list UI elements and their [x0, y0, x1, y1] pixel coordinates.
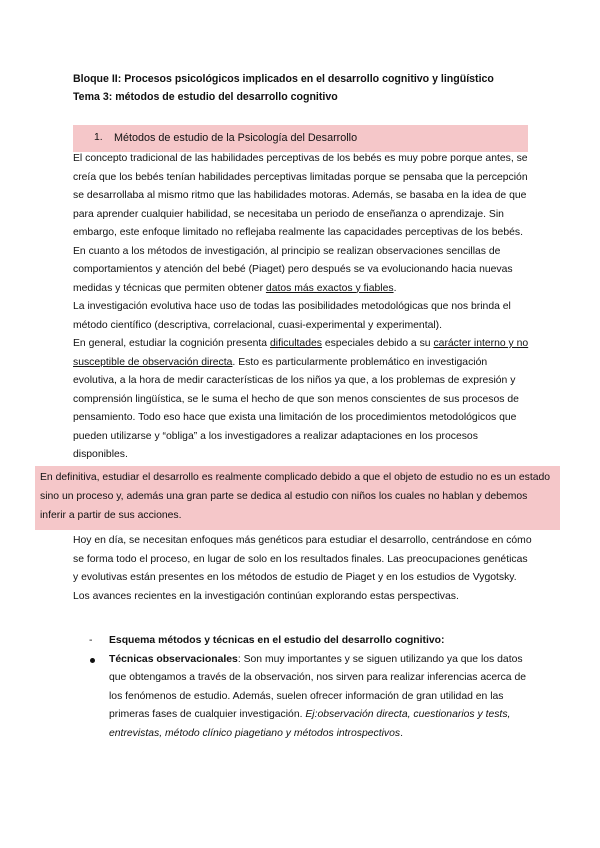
list-heading: Esquema métodos y técnicas en el estudio del desarrollo cognitivo: [109, 635, 445, 646]
paragraph-genetic-approach: Hoy en día, se necesitan enfoques más genéticos para estudiar el desarrollo, centrándose en cómo se forma todo el proceso, en lugar de solo en los resultados finales. Las preocupaciones genéticas y evolutivas están presentes en los métodos de estudio de Piaget y en los estudios de Vygotsky. Los avances recientes en la investigación continúan explorando estas perspectivas. [73, 535, 532, 602]
highlighted-summary [35, 466, 560, 530]
dash-marker: - [89, 635, 93, 646]
section-number: 1. [94, 132, 103, 144]
list-item-label: Técnicas observacionales [109, 653, 238, 665]
underlined-phrase: datos más exactos y fiables [265, 282, 394, 294]
underlined-phrase: carácter interno y no susceptible de observación directa [73, 338, 529, 368]
paragraph-scientific-method: La investigación evolutiva hace uso de todas las posibilidades metodológicas que nos brinda el método científico (descriptiva, correlacional, cuasi-experimental y experimental). [73, 301, 511, 331]
underlined-phrase: dificultades [269, 338, 322, 349]
section-heading [73, 125, 528, 152]
paragraph-methods: En cuanto a los métodos de investigación, al principio se realizan observaciones sencillas de comportamientos y atención del bebé (Piaget) pero después se va evolucionando hacia nuevas medidas y técnicas que permiten obtener datos más exactos y fiables. [73, 245, 513, 294]
examples-text: Ej:observación directa, cuestionarios y tests, entrevistas, método clínico piagetiano y métodos introspectivos [109, 709, 511, 739]
block-title: Bloque II: Procesos psicológicos implicados en el desarrollo cognitivo y lingüístico [73, 73, 494, 85]
body-text-block-2 [73, 532, 533, 606]
paragraph-perception: El concepto tradicional de las habilidades perceptivas de los bebés es muy pobre porque antes, se creía que los bebés tenían habilidades perceptivas limitadas porque se pensaba que la percepción se desarrollaba al mismo ritmo que las habilidades motoras. Además, se basaba en la idea de que para aprender cualquier habilidad, se necesitaba un periodo de enseñanza o aprendizaje. Sin embargo, este enfoque limitado no reflejaba realmente las capacidades perceptivas de los bebés. [73, 153, 528, 238]
document-header [73, 70, 573, 106]
topic-title: Tema 3: métodos de estudio del desarrollo cognitivo [73, 91, 338, 103]
methods-list [89, 632, 529, 743]
bullet-icon [90, 658, 95, 663]
summary-text: En definitiva, estudiar el desarrollo es realmente complicado debido a que el objeto de estudio no es un estado sino un proceso y, además una gran parte se dedica al estudio con niños los cuales no hablan y debemos inferir a partir de sus acciones. [40, 472, 551, 521]
list-item: Técnicas observacionales: Son muy importantes y se siguen utilizando ya que los datos que obtengamos a través de la observación, nos sirven para realizar inferencias acerca de los fenómenos de estudio. Además, suelen ofrecer información de gran utilidad en las primeras fases de cualquier investigación. Ej:observación directa, cuestionarios y tests, entrevistas, método clínico piagetiano y métodos introspectivos. [89, 651, 529, 744]
section-title: Métodos de estudio de la Psicología del Desarrollo [114, 132, 358, 145]
body-text-block [73, 150, 533, 465]
list-item [89, 632, 529, 651]
paragraph-cognition: En general, estudiar la cognición presenta dificultades especiales debido a su carácter interno y no susceptible de observación directa. Esto es particularmente problemático en investigación evolutiva, a la hora de medir características de los niños ya que, a los problemas de expresión y comprensión lingüística, se le suma el hecho de que son menos conscientes de sus procesos de pensamiento. Todo eso hace que exista una limitación de los procedimientos metodológicos que pueden utilizarse y “obliga” a los investigadores a realizar adaptaciones en los procesos disponibles. [73, 338, 529, 460]
